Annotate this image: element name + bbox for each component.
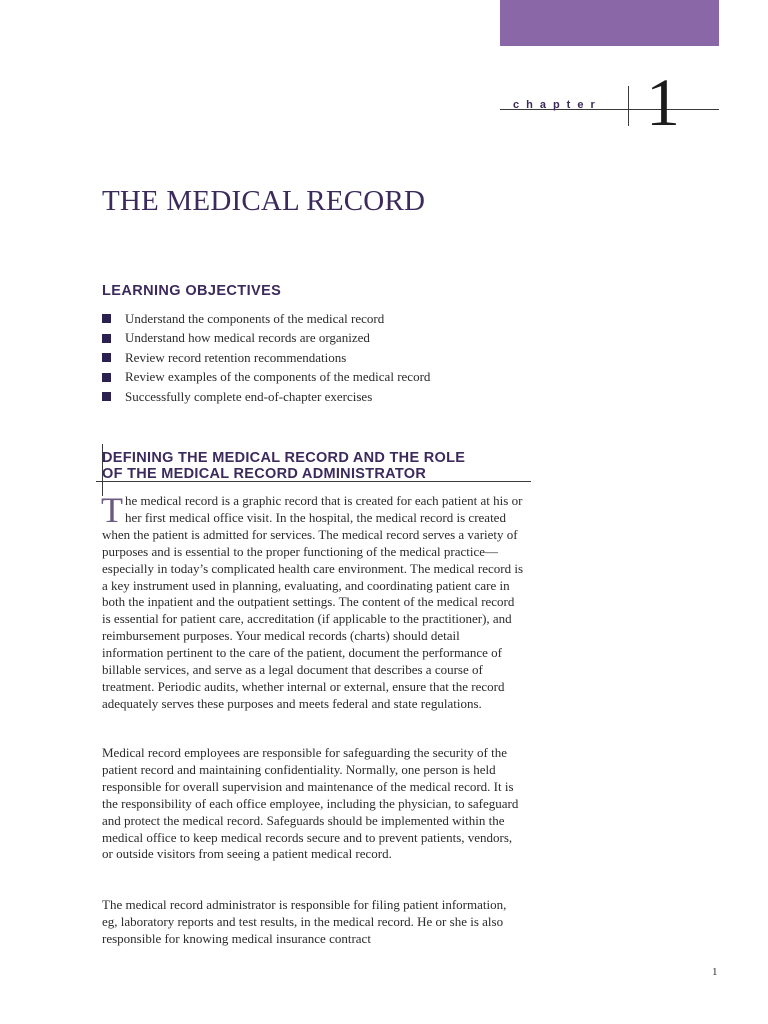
paragraph-text: he medical record is a graphic record that is created for each patient at his or her first medical office visit. In the hospital, the medical record is created when the patient is admitted for services. The medical record serves a variety of purposes and is essential to the proper functioning of the medical practice—especially in today’s complicated health care environment. The medical record is a key instrument used in planning, evaluating, and coordinating patient care in both the inpatient and the outpatient settings. The content of the medical record is essential for patient care, accreditation (if applicable to the practitioner), and reimbursement purposes. Your medical records (charts) should detail information pertinent to the care of the patient, document the performance of billable services, and serve as a legal document that describes a course of treatment. Periodic audits, whether internal or external, ensure that the record adequately serves these purposes and meets federal and state regulations.: [102, 493, 524, 711]
body-paragraph: Medical record employees are responsible for safeguarding the security of the patient record and maintaining confidentiality. Normally, one person is held responsible for overall supervision and maintenance of the medical record. It is the responsibility of each office employee, including the physician, to safeguard and protect the medical record. Safeguards should be implemented within the medical office to keep medical records secure and to prevent patients, vendors, or outside visitors from seeing a patient medical record.: [102, 745, 519, 862]
objective-text: Understand how medical records are organized: [125, 330, 370, 346]
list-item: [102, 309, 430, 329]
square-bullet-icon: [102, 314, 111, 323]
objective-text: Successfully complete end-of-chapter exercises: [125, 388, 373, 404]
learning-objectives-heading: LEARNING OBJECTIVES: [102, 283, 282, 299]
objective-text: Understand the components of the medical record: [125, 310, 385, 326]
objective-text: Review record retention recommendations: [125, 349, 347, 365]
square-bullet-icon: [102, 353, 111, 362]
body-paragraph: [101, 490, 524, 713]
list-item: [102, 329, 430, 349]
list-item: [102, 387, 430, 407]
section-heading-line: OF THE MEDICAL RECORD ADMINISTRATOR: [102, 466, 427, 482]
chapter-divider: [628, 86, 629, 126]
square-bullet-icon: [102, 392, 111, 401]
chapter-label: chapter: [513, 99, 602, 111]
square-bullet-icon: [102, 334, 111, 343]
chapter-tab-decoration: [500, 0, 719, 46]
learning-objectives-list: [102, 309, 430, 407]
page-title: THE MEDICAL RECORD: [102, 185, 426, 217]
square-bullet-icon: [102, 373, 111, 382]
page-number: 1: [712, 966, 718, 978]
section-heading: [102, 450, 532, 482]
objective-text: Review examples of the components of the medical record: [125, 369, 431, 385]
body-paragraph: The medical record administrator is responsible for filing patient information, eg, laboratory reports and test results, in the medical record. He or she is also responsible for knowing medical insurance contract: [102, 897, 507, 946]
list-item: [102, 368, 430, 388]
section-heading-line: DEFINING THE MEDICAL RECORD AND THE ROLE: [102, 450, 466, 466]
list-item: [102, 348, 430, 368]
drop-cap: T: [101, 490, 123, 530]
chapter-number: 1: [646, 64, 680, 140]
